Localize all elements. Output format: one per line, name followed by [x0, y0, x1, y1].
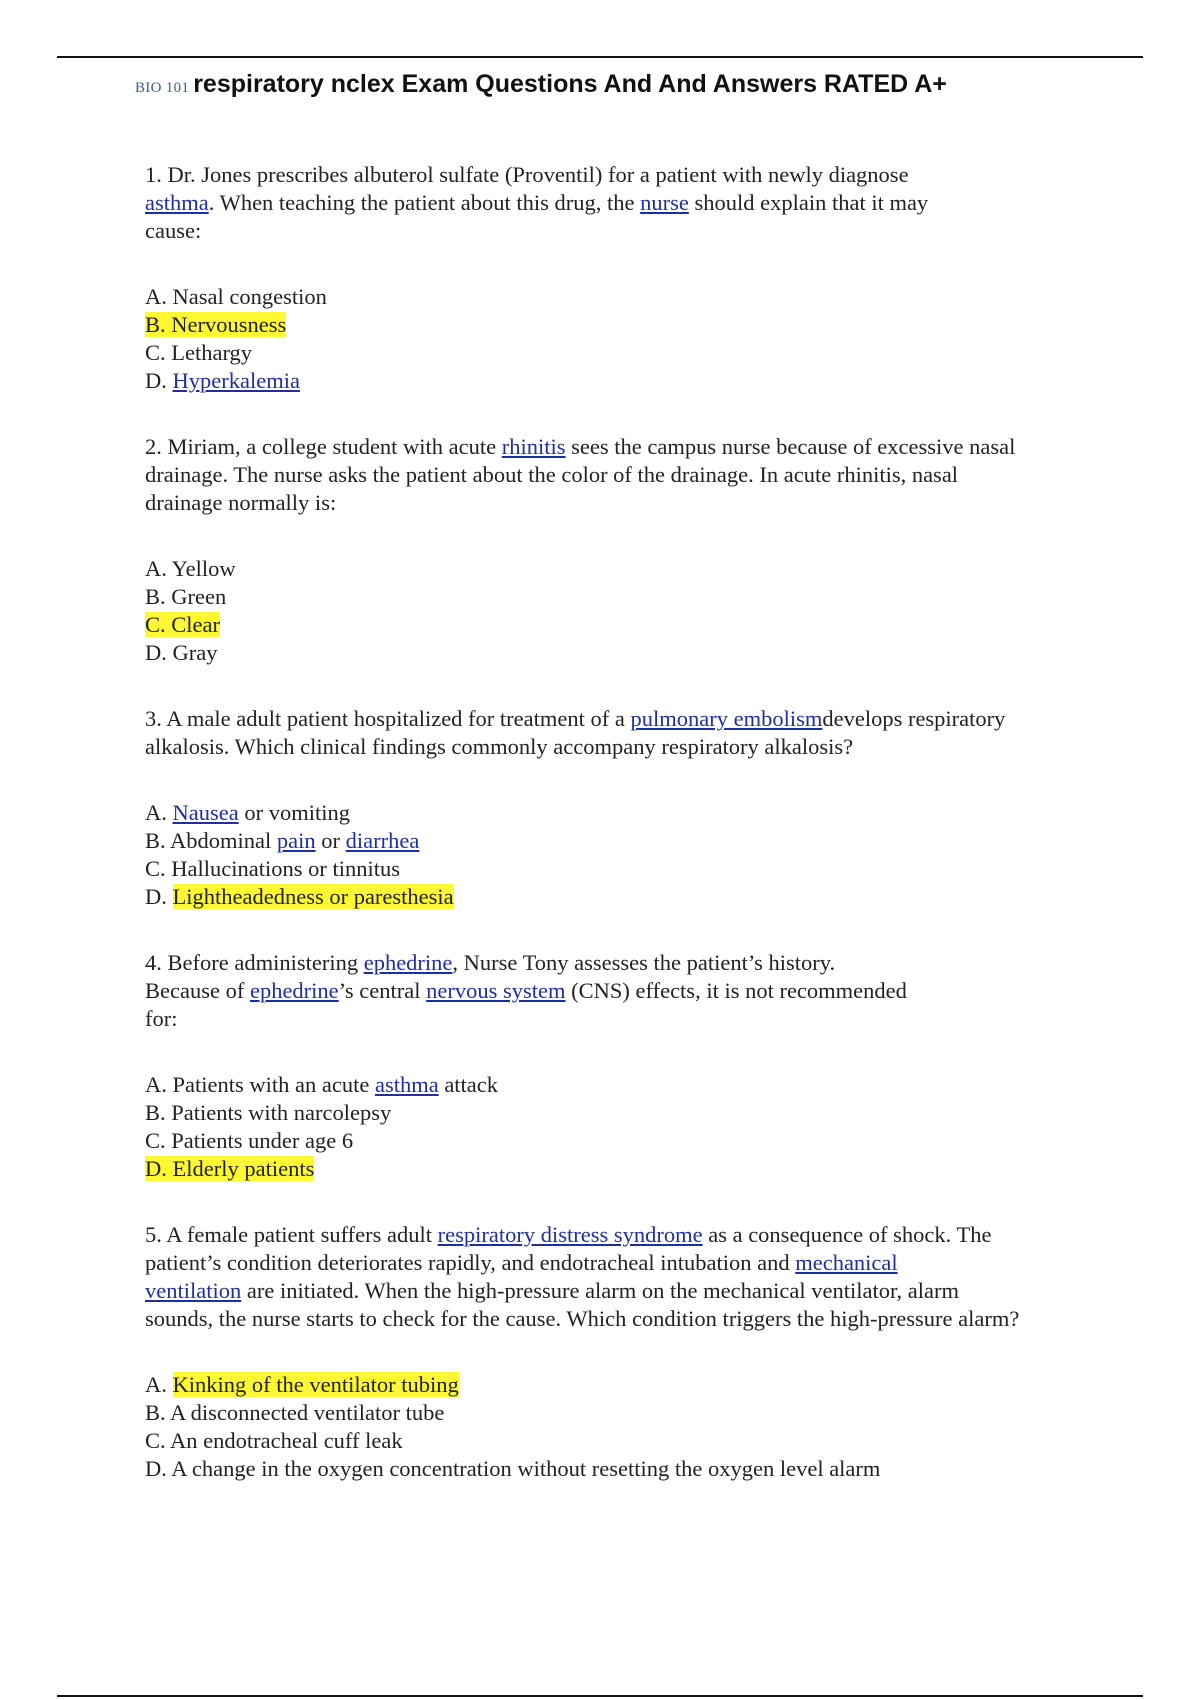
- text-run: D.: [145, 884, 173, 909]
- top-rule: [57, 56, 1143, 58]
- term-link[interactable]: Nausea: [172, 800, 239, 825]
- question-1: [145, 161, 1095, 395]
- text-run: for:: [145, 1006, 178, 1031]
- answer-options: [145, 283, 1095, 395]
- question-stem: [145, 161, 1095, 245]
- text-run: D. A change in the oxygen concentration without resetting the oxygen level alarm: [145, 1456, 881, 1481]
- answer-option: [145, 639, 1095, 667]
- text-run: B. A disconnected ventilator tube: [145, 1400, 445, 1425]
- answer-option: [145, 1155, 1095, 1183]
- text-run: 2. Miriam, a college student with acute: [145, 434, 502, 459]
- question-stem: [145, 949, 1095, 1033]
- text-run: cause:: [145, 218, 202, 243]
- term-link[interactable]: asthma: [374, 1072, 439, 1097]
- text-run: D.: [145, 368, 173, 393]
- question-stem: [145, 1221, 1095, 1333]
- text-run: drainage normally is:: [145, 490, 337, 515]
- text-run: C. Hallucinations or tinnitus: [145, 856, 400, 881]
- text-run: are initiated. When the high-pressure alarm on the mechanical ventilator, alarm: [241, 1278, 960, 1303]
- highlighted-answer: D. Elderly patients: [145, 1156, 315, 1181]
- highlighted-answer: C. Clear: [145, 612, 220, 637]
- text-run: as a consequence of shock. The: [702, 1222, 992, 1247]
- text-run: D. Gray: [145, 640, 218, 665]
- answer-option: [145, 1455, 1095, 1483]
- page-title: respiratory nclex Exam Questions And And Answers RATED A+: [193, 70, 947, 98]
- text-run: A.: [145, 800, 173, 825]
- answer-option: [145, 1071, 1095, 1099]
- text-run: B. Patients with narcolepsy: [145, 1100, 392, 1125]
- text-run: Because of: [145, 978, 250, 1003]
- text-run: attack: [438, 1072, 499, 1097]
- document-title: [135, 70, 947, 99]
- highlighted-answer: Lightheadedness or paresthesia: [172, 884, 454, 909]
- answer-option: [145, 799, 1095, 827]
- text-run: C. An endotracheal cuff leak: [145, 1428, 403, 1453]
- answer-option: [145, 339, 1095, 367]
- answer-option: [145, 311, 1095, 339]
- text-run: 5. A female patient suffers adult: [145, 1222, 438, 1247]
- answer-option: [145, 855, 1095, 883]
- text-run: C. Lethargy: [145, 340, 253, 365]
- term-link[interactable]: ephedrine: [249, 978, 339, 1003]
- text-run: patient’s condition deteriorates rapidly, and endotracheal intubation and: [145, 1250, 796, 1275]
- question-3: [145, 705, 1095, 911]
- text-run: (CNS) effects, it is not recommended: [565, 978, 907, 1003]
- answer-option: [145, 611, 1095, 639]
- term-link[interactable]: diarrhea: [345, 828, 420, 853]
- answer-options: [145, 1071, 1095, 1183]
- answer-option: [145, 1127, 1095, 1155]
- term-link[interactable]: pulmonary embolism: [630, 706, 823, 731]
- term-link[interactable]: ephedrine: [363, 950, 453, 975]
- term-link[interactable]: mechanical: [795, 1250, 898, 1275]
- text-run: A.: [145, 1372, 173, 1397]
- text-run: , Nurse Tony assesses the patient’s history.: [452, 950, 836, 975]
- answer-option: [145, 555, 1095, 583]
- text-run: B. Abdominal: [145, 828, 277, 853]
- answer-option: [145, 1427, 1095, 1455]
- answer-option: [145, 883, 1095, 911]
- bottom-rule: [57, 1695, 1143, 1697]
- answer-options: [145, 799, 1095, 911]
- text-run: A. Yellow: [145, 556, 236, 581]
- term-link[interactable]: nervous system: [426, 978, 566, 1003]
- text-run: develops respiratory: [822, 706, 1006, 731]
- answer-option: [145, 827, 1095, 855]
- text-run: 1. Dr. Jones prescribes albuterol sulfate (Proventil) for a patient with newly diagnose: [145, 162, 909, 187]
- question-2: [145, 433, 1095, 667]
- answer-option: [145, 583, 1095, 611]
- text-run: or: [315, 828, 346, 853]
- text-run: B. Green: [145, 584, 227, 609]
- text-run: A. Patients with an acute: [145, 1072, 375, 1097]
- text-run: alkalosis. Which clinical findings commonly accompany respiratory alkalosis?: [145, 734, 854, 759]
- question-5: [145, 1221, 1095, 1483]
- text-run: drainage. The nurse asks the patient about the color of the drainage. In acute rhinitis, nasal: [145, 462, 959, 487]
- question-4: [145, 949, 1095, 1183]
- term-link[interactable]: respiratory distress syndrome: [437, 1222, 703, 1247]
- question-stem: [145, 705, 1095, 761]
- text-run: sees the campus nurse because of excessive nasal: [565, 434, 1016, 459]
- answer-option: [145, 367, 1095, 395]
- text-run: should explain that it may: [688, 190, 929, 215]
- answer-option: [145, 1099, 1095, 1127]
- text-run: C. Patients under age 6: [145, 1128, 354, 1153]
- text-run: 3. A male adult patient hospitalized for treatment of a: [145, 706, 631, 731]
- term-link[interactable]: Hyperkalemia: [172, 368, 300, 393]
- term-link[interactable]: rhinitis: [501, 434, 566, 459]
- term-link[interactable]: pain: [276, 828, 316, 853]
- term-link[interactable]: ventilation: [145, 1278, 242, 1303]
- text-run: or vomiting: [238, 800, 350, 825]
- text-run: 4. Before administering: [145, 950, 364, 975]
- answer-options: [145, 555, 1095, 667]
- answer-options: [145, 1371, 1095, 1483]
- text-run: A. Nasal congestion: [145, 284, 327, 309]
- text-run: . When teaching the patient about this drug, the: [208, 190, 641, 215]
- course-code: BIO 101: [135, 80, 190, 96]
- text-run: ’s central: [338, 978, 427, 1003]
- highlighted-answer: B. Nervousness: [145, 312, 287, 337]
- question-list: [145, 161, 1095, 1521]
- term-link[interactable]: nurse: [640, 190, 689, 215]
- answer-option: [145, 1371, 1095, 1399]
- term-link[interactable]: asthma: [145, 190, 209, 215]
- answer-option: [145, 283, 1095, 311]
- answer-option: [145, 1399, 1095, 1427]
- highlighted-answer: Kinking of the ventilator tubing: [172, 1372, 459, 1397]
- question-stem: [145, 433, 1095, 517]
- text-run: sounds, the nurse starts to check for the cause. Which condition triggers the high-pressure alarm?: [145, 1306, 1020, 1331]
